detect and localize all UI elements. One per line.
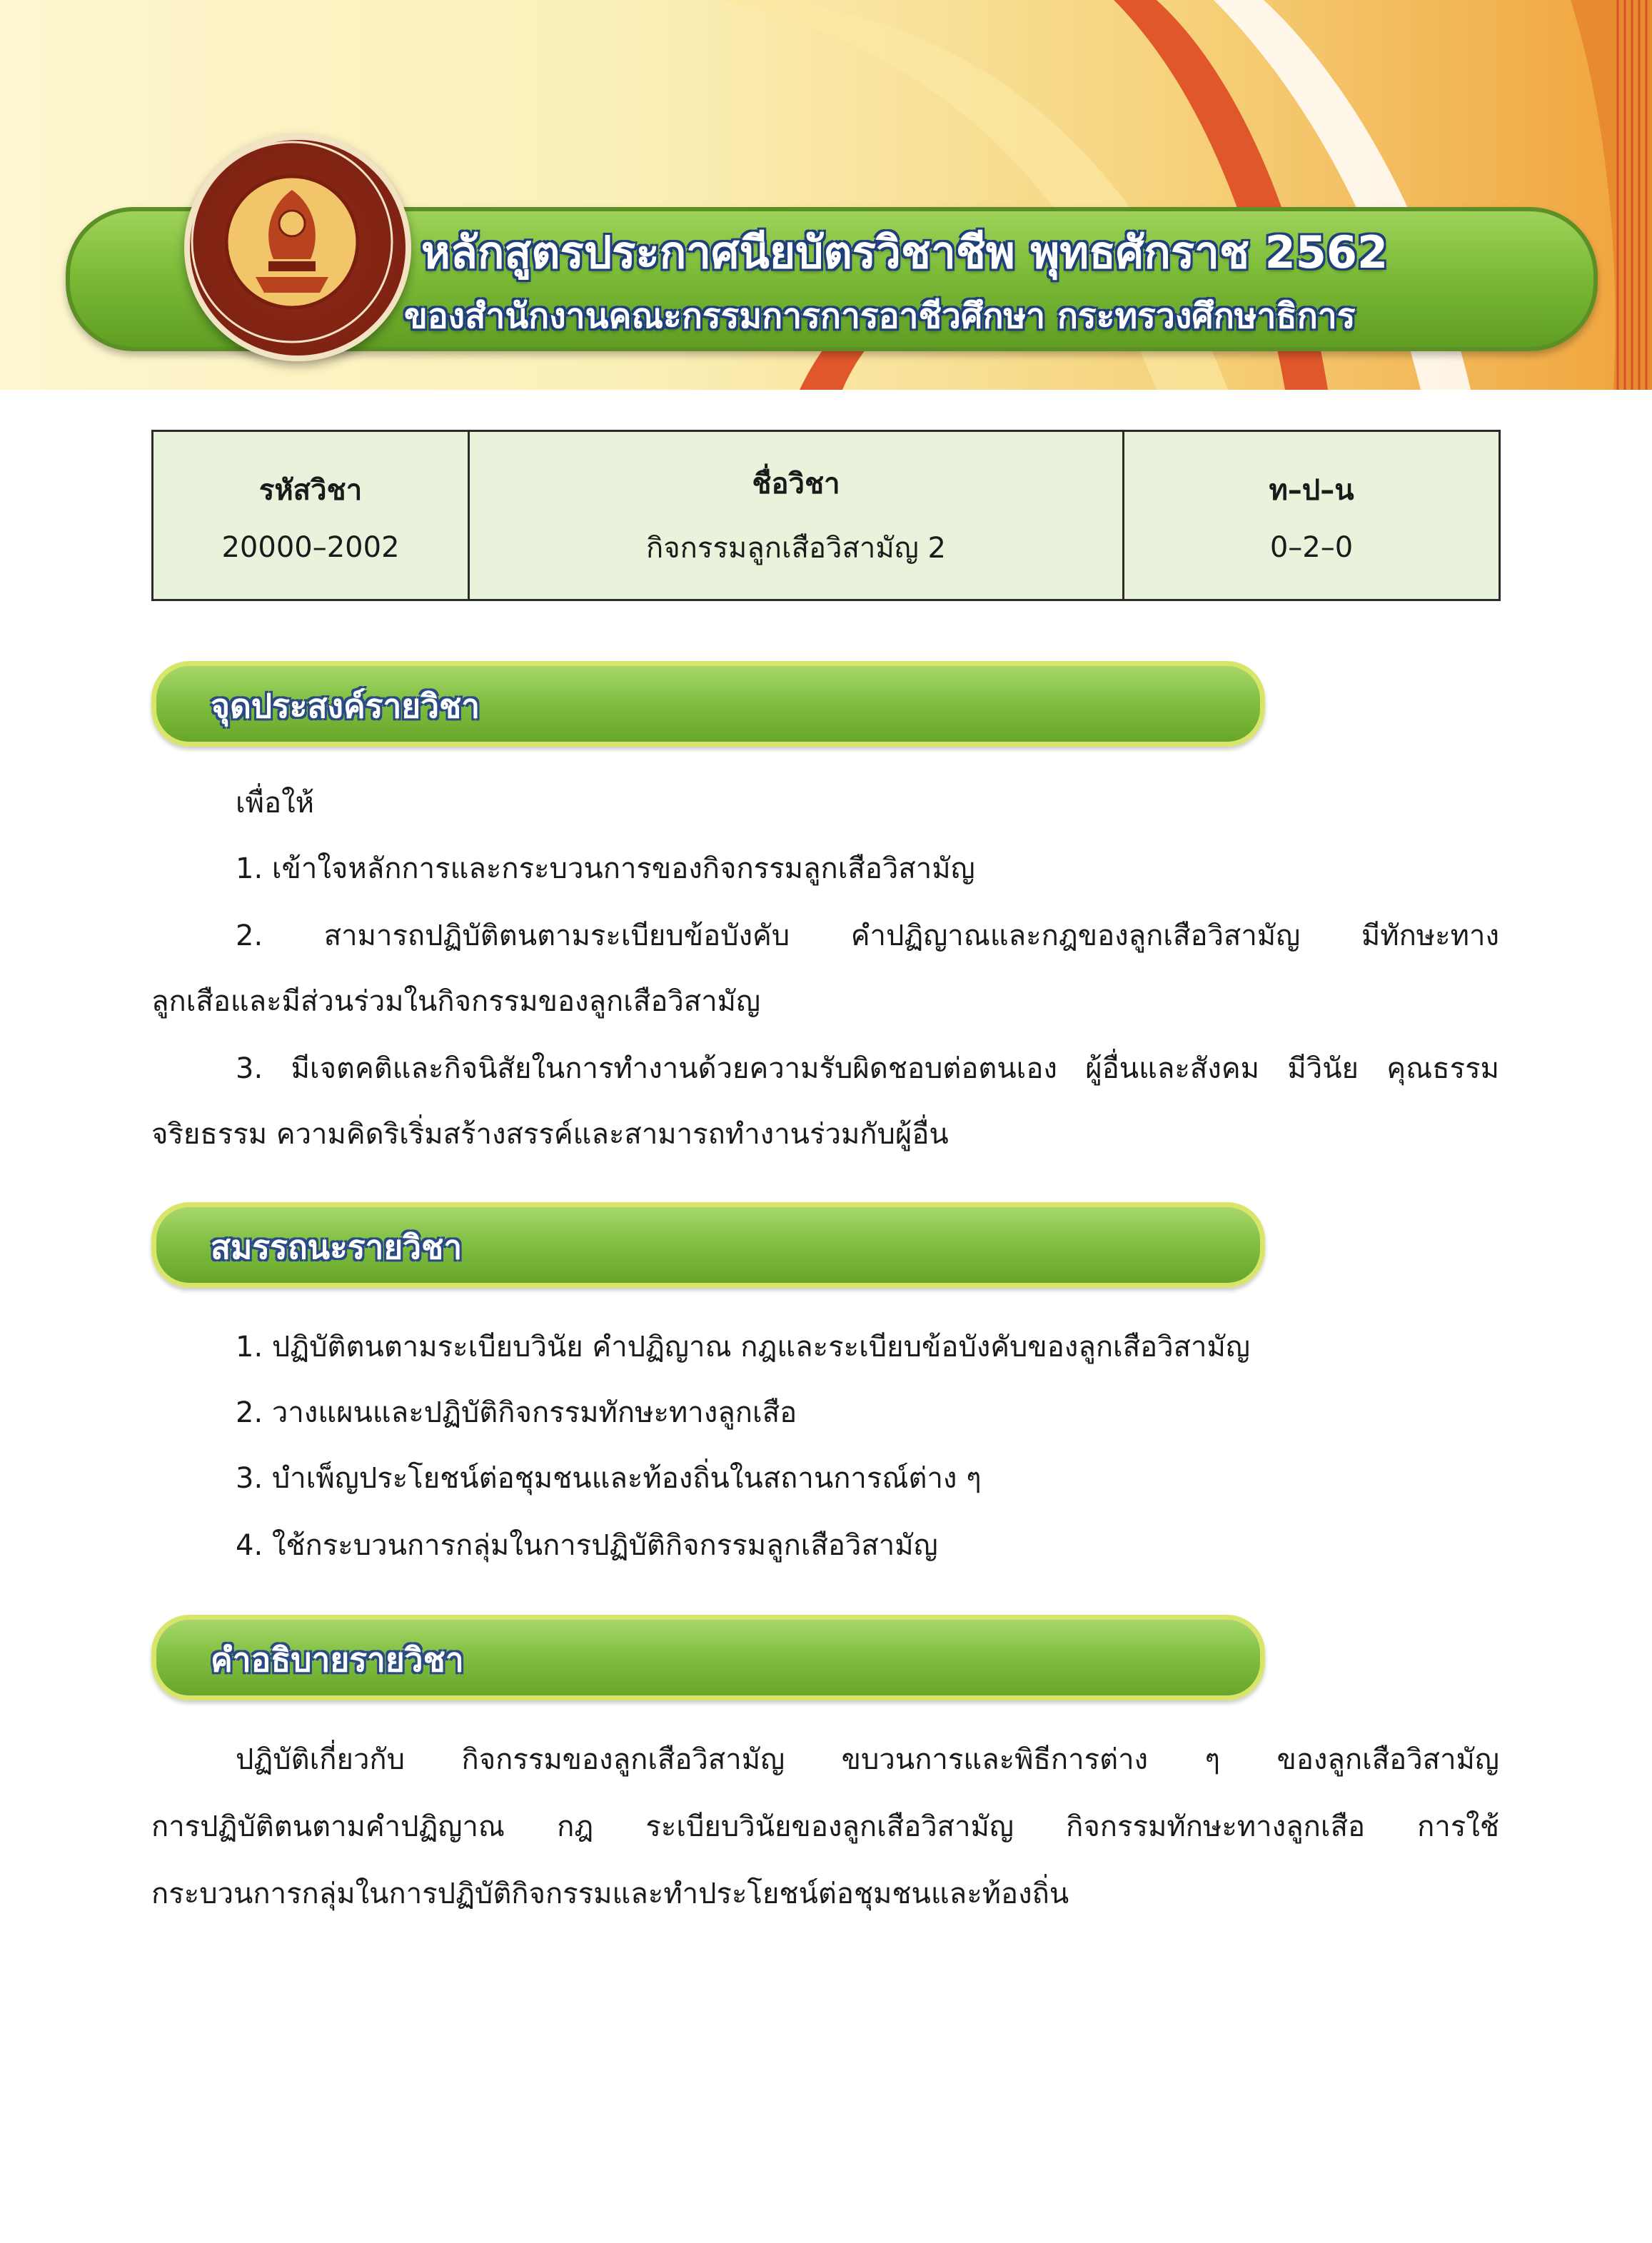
course-name-value: กิจกรรมลูกเสือวิสามัญ 2 bbox=[646, 532, 946, 565]
course-credit-cell bbox=[1124, 431, 1500, 600]
competencies-heading: สมรรถนะรายวิชา bbox=[211, 1228, 463, 1266]
description-heading: คำอธิบายรายวิชา bbox=[211, 1640, 464, 1679]
course-name-label: ชื่อวิชา bbox=[752, 468, 840, 500]
objectives-heading: จุดประสงค์รายวิชา bbox=[211, 687, 480, 725]
objectives-intro: เพื่อให้ bbox=[236, 787, 314, 820]
course-code-value: 20000–2002 bbox=[221, 531, 400, 564]
description-line-3: กระบวนการกลุ่มในการปฏิบัติกิจกรรมและทำประโยชน์ต่อชุมชนและท้องถิ่น bbox=[151, 1877, 1069, 1910]
page-subtitle: ของสำนักงานคณะกรรมการการอาชีวศึกษา กระทรวงศึกษาธิการ bbox=[404, 296, 1356, 336]
objective-item-2-line-2: ลูกเสือและมีส่วนร่วมในกิจกรรมของลูกเสือวิสามัญ bbox=[151, 985, 761, 1018]
objective-item-2-line-1: 2. สามารถปฏิบัติตนตามระเบียบข้อบังคับ คำปฏิญาณและกฎของลูกเสือวิสามัญ มีทักษะทาง bbox=[236, 919, 1499, 952]
competency-item-3: 3. บำเพ็ญประโยชน์ต่อชุมชนและท้องถิ่นในสถานการณ์ต่าง ๆ bbox=[236, 1462, 982, 1495]
objective-item-3-line-2: จริยธรรม ความคิดริเริ่มสร้างสรรค์และสามารถทำงานร่วมกับผู้อื่น bbox=[151, 1118, 949, 1151]
description-line-2: การปฏิบัติตนตามคำปฏิญาณ กฎ ระเบียบวินัยของลูกเสือวิสามัญ กิจกรรมทักษะทางลูกเสือ การใช้ bbox=[151, 1810, 1499, 1843]
course-code-label: รหัสวิชา bbox=[258, 474, 363, 507]
course-name-cell bbox=[469, 431, 1124, 600]
competency-item-2: 2. วางแผนและปฏิบัติกิจกรรมทักษะทางลูกเสือ bbox=[236, 1396, 797, 1429]
competencies-section-header bbox=[151, 1202, 1265, 1288]
competency-item-4: 4. ใช้กระบวนการกลุ่มในการปฏิบัติกิจกรรมลูกเสือวิสามัญ bbox=[236, 1529, 938, 1562]
course-code-cell bbox=[153, 431, 469, 600]
objective-item-3-line-1: 3. มีเจตคติและกิจนิสัยในการทำงานด้วยความรับผิดชอบต่อตนเอง ผู้อื่นและสังคม มีวินัย คุณธรรม bbox=[236, 1052, 1499, 1085]
course-credit-value: 0–2–0 bbox=[1269, 531, 1354, 564]
description-section-header bbox=[151, 1615, 1265, 1700]
course-info-table bbox=[151, 430, 1501, 601]
page-header-banner bbox=[0, 0, 1652, 390]
objective-item-1: 1. เข้าใจหลักการและกระบวนการของกิจกรรมลูกเสือวิสามัญ bbox=[236, 852, 975, 885]
objectives-section-header bbox=[151, 661, 1265, 747]
table-row bbox=[153, 431, 1500, 600]
course-credit-label: ท–ป–น bbox=[1269, 474, 1354, 507]
vocational-commission-seal-icon bbox=[184, 134, 411, 361]
competency-item-1: 1. ปฏิบัติตนตามระเบียบวินัย คำปฏิญาณ กฎและระเบียบข้อบังคับของลูกเสือวิสามัญ bbox=[236, 1331, 1250, 1364]
description-line-1: ปฏิบัติเกี่ยวกับ กิจกรรมของลูกเสือวิสามัญ ขบวนการและพิธีการต่าง ๆ ของลูกเสือวิสามัญ bbox=[236, 1743, 1499, 1776]
page-title: หลักสูตรประกาศนียบัตรวิชาชีพ พุทธศักราช 2562 bbox=[421, 226, 1389, 278]
